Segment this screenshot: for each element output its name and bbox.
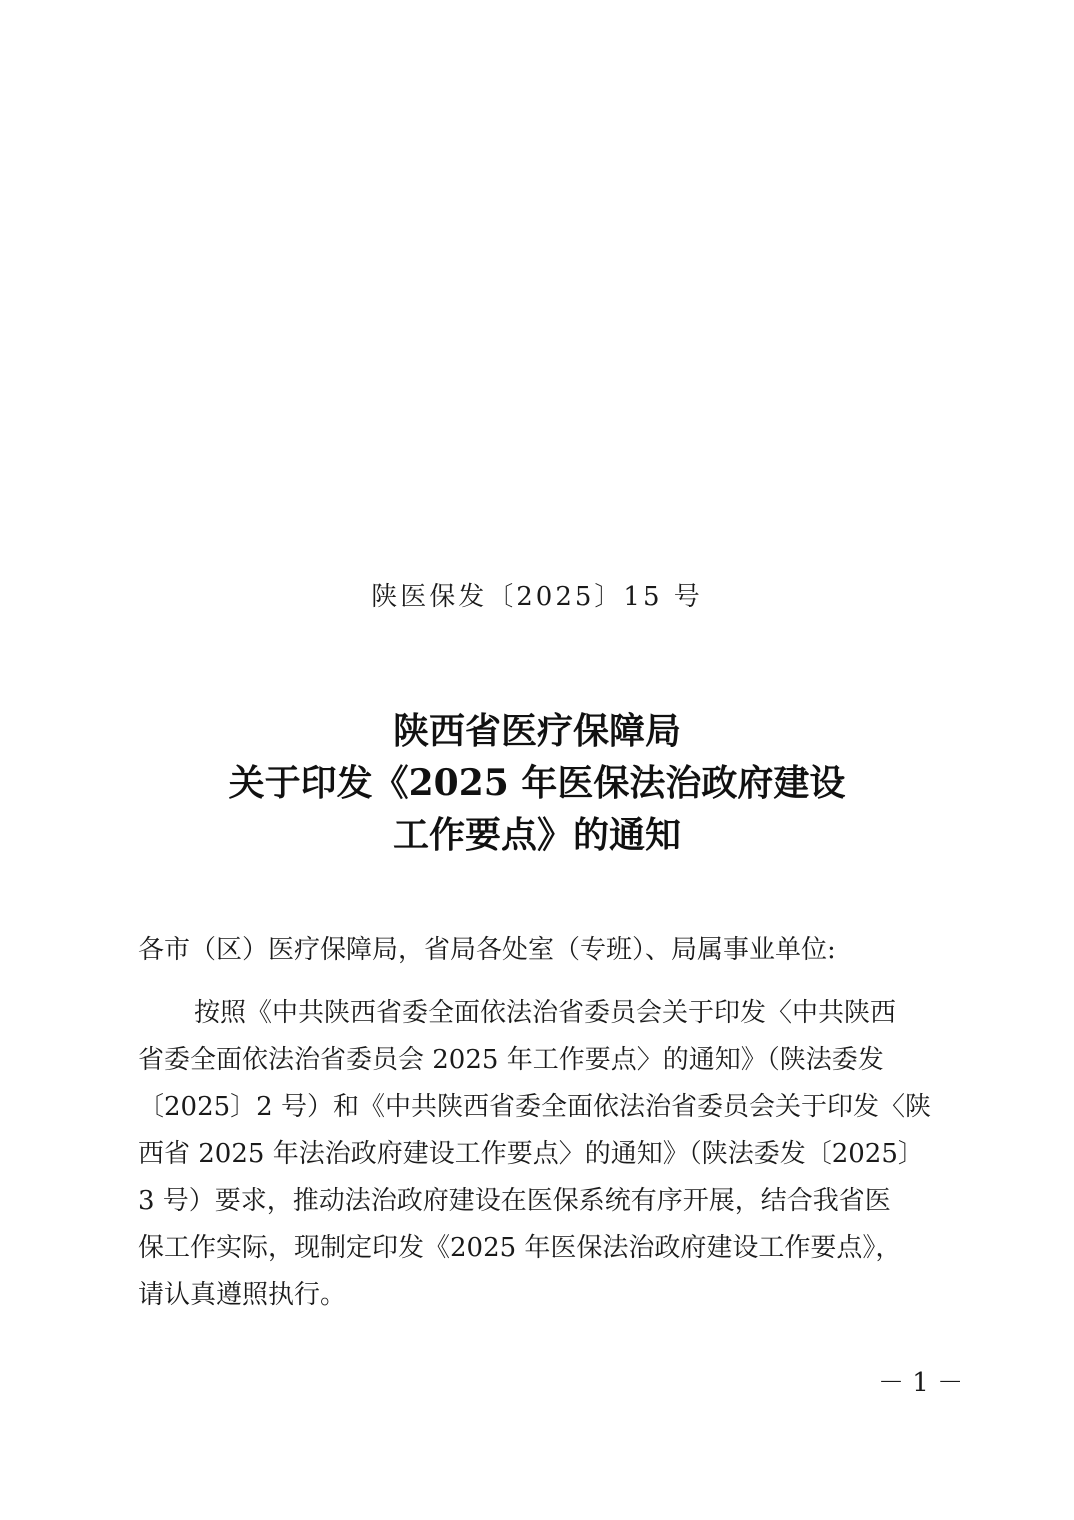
body-line: 按照《中共陕西省委全面依法治省委员会关于印发〈中共陕西: [194, 998, 897, 1028]
title-line: 关于印发《2025 年医保法治政府建设: [228, 762, 846, 804]
page-number: － 1 －: [878, 1368, 964, 1398]
salutation: 各市（区）医疗保障局，省局各处室（专班）、局属事业单位:: [138, 935, 836, 965]
body-paragraph: [138, 990, 950, 1319]
body-line: 〔2025〕2 号）和《中共陕西省委全面依法治省委员会关于印发〈陕: [138, 1092, 931, 1122]
body-line: 省委全面依法治省委员会 2025 年工作要点〉的通知》（陕法委发: [138, 1045, 884, 1075]
document-title: [0, 705, 1074, 861]
document-number: 陕医保发〔2025〕15 号: [371, 582, 703, 612]
body-line: 3 号）要求，推动法治政府建设在医保系统有序开展，结合我省医: [138, 1186, 891, 1216]
title-line: 陕西省医疗保障局: [392, 710, 681, 752]
body-line: 西省 2025 年法治政府建设工作要点〉的通知》（陕法委发〔2025〕: [138, 1139, 924, 1169]
body-line: 保工作实际，现制定印发《2025 年医保法治政府建设工作要点》，: [138, 1233, 902, 1263]
body-line: 请认真遵照执行。: [138, 1280, 347, 1310]
title-line: 工作要点》的通知: [392, 814, 681, 856]
